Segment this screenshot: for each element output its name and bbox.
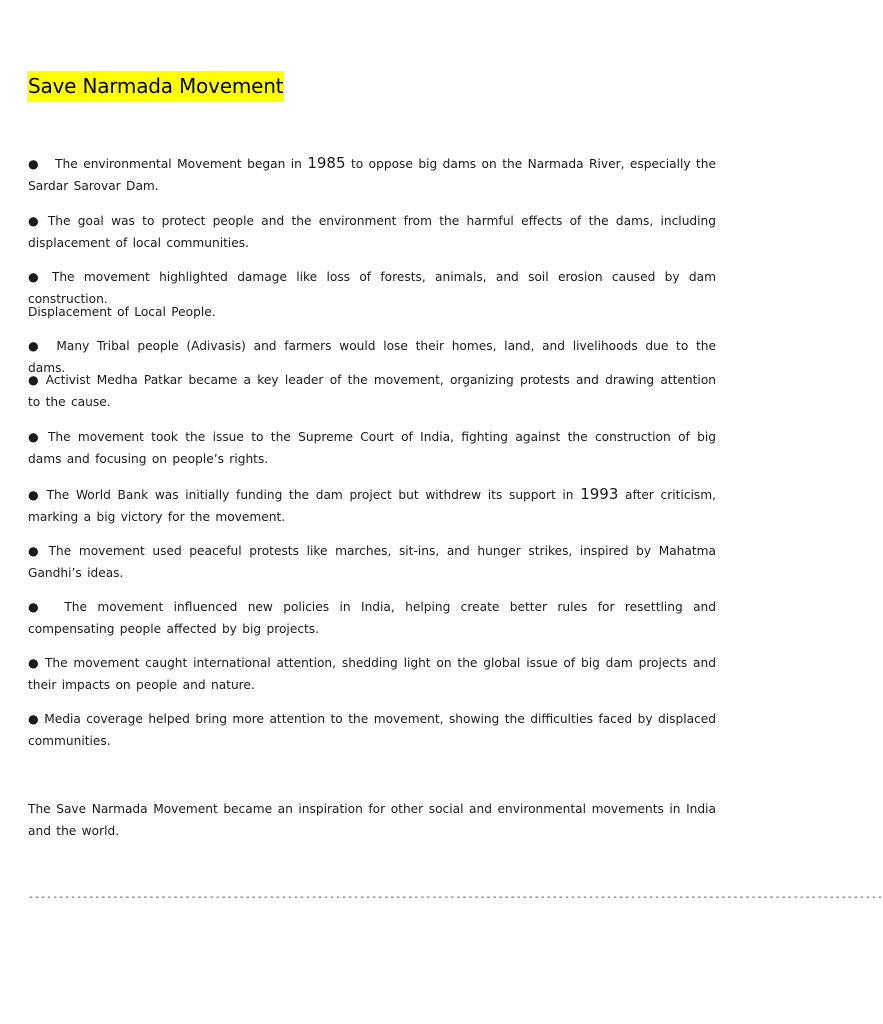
section-heading-displacement: Displacement of Local People. xyxy=(28,305,216,319)
dashed-divider: ---------------------------------------------------------------------------------------------------------------------------------------------- xyxy=(28,892,883,903)
bullet-paragraph-supreme-court: ● The movement took the issue to the Supreme Court of India, fighting against the construction of big dams and focusing on people’s rights. xyxy=(28,430,717,466)
bullet-paragraph-international: ● The movement caught international attention, shedding light on the global issue of big dam projects and their impacts on people and nature. xyxy=(28,656,716,692)
bullet-paragraph-media: ● Media coverage helped bring more attention to the movement, showing the difficulties faced by displaced communities. xyxy=(28,712,716,748)
bullet-icon: ● xyxy=(28,270,43,284)
conclusion-paragraph: The Save Narmada Movement became an inspiration for other social and environmental movements in India and the world. xyxy=(28,802,716,838)
bullet-icon: ● xyxy=(28,656,40,670)
year-1985: 1985 xyxy=(307,154,346,172)
bullet-paragraph-medha-patkar: ● Activist Medha Patkar became a key leader of the movement, organizing protests and drawing attention to the cause. xyxy=(28,373,717,409)
bullet-paragraph-tribal: ● Many Tribal people (Adivasis) and farmers would lose their homes, land, and livelihoods due to the dams. xyxy=(28,339,716,375)
bullet-paragraph-world-bank: ● The World Bank was initially funding the dam project but withdrew its support in 1993 after criticism, marking a big victory for the movement. xyxy=(28,485,717,524)
bullet-paragraph-policies: ● The movement influenced new policies in India, helping create better rules for resettling and compensating people affected by big projects. xyxy=(28,600,717,636)
page-title: Save Narmada Movement xyxy=(27,71,284,102)
bullet-paragraph-goal: ● The goal was to protect people and the environment from the harmful effects of the dams, including displacement of local communities. xyxy=(28,214,716,250)
bullet-paragraph-start-year: ● The environmental Movement began in 1985 to oppose big dams on the Narmada River, especially the Sardar Sarovar Dam. xyxy=(28,154,717,193)
bullet-paragraph-damage: ● The movement highlighted damage like loss of forests, animals, and soil erosion caused by dam construction. xyxy=(28,270,717,306)
bullet-icon: ● xyxy=(28,488,40,502)
bullet-icon: ● xyxy=(28,600,44,614)
year-1993: 1993 xyxy=(580,485,619,503)
bullet-icon: ● xyxy=(28,157,39,171)
bullet-icon: ● xyxy=(28,712,39,726)
bullet-icon: ● xyxy=(28,214,41,228)
bullet-paragraph-peaceful-protests: ● The movement used peaceful protests like marches, sit-ins, and hunger strikes, inspired by Mahatma Gandhi’s ideas. xyxy=(28,544,716,580)
bullet-icon: ● xyxy=(28,544,41,558)
bullet-icon: ● xyxy=(28,430,41,444)
bullet-icon: ● xyxy=(28,339,41,353)
bullet-icon: ● xyxy=(28,373,40,387)
